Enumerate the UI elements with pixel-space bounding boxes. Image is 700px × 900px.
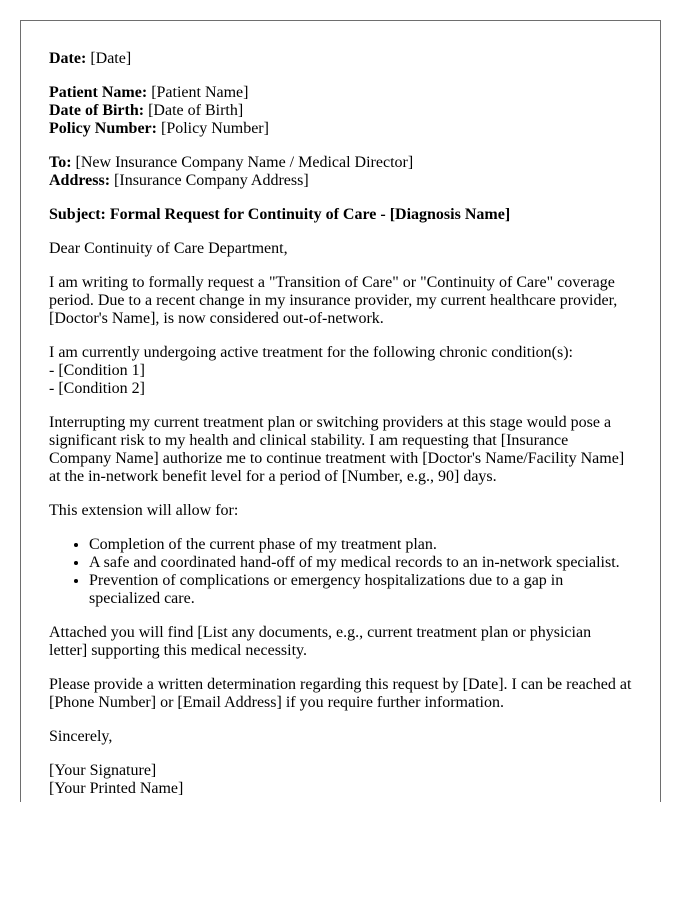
date-value: [Date]: [90, 50, 132, 67]
patient-name-value: [Patient Name]: [151, 84, 249, 101]
date-label: Date:: [49, 50, 87, 67]
date-of-birth-line: [49, 102, 632, 120]
policy-number-line: [49, 120, 632, 138]
signature-placeholder: [Your Signature]: [49, 762, 157, 779]
risk-paragraph: Interrupting my current treatment plan or switching providers at this stage would pose a significant risk to my health and clinical stability. I am requesting that [Insurance Company Name] authorize me to continue treatment with [Doctor's Name/Facility Name] at the in-network benefit level for a period of [Number, e.g., 90] days.: [49, 414, 625, 485]
recipient-block: [49, 154, 632, 190]
patient-name-line: [49, 84, 632, 102]
list-item: • Prevention of complications or emergency hospitalizations due to a gap in specialized care.: [89, 572, 632, 608]
to-line: [49, 154, 632, 172]
salutation: Dear Continuity of Care Department,: [49, 240, 288, 257]
benefits-list: [49, 536, 632, 608]
extension-intro: This extension will allow for:: [49, 502, 239, 519]
treatment-intro: I am currently undergoing active treatment for the following chronic condition(s):: [49, 344, 573, 361]
address-line: [49, 172, 632, 190]
address-label: Address:: [49, 172, 111, 189]
address-value: [Insurance Company Address]: [114, 172, 309, 189]
printed-name-placeholder: [Your Printed Name]: [49, 780, 184, 797]
attached-paragraph: Attached you will find [List any documents, e.g., current treatment plan or physician letter] supporting this medical necessity.: [49, 624, 592, 659]
condition-2: - [Condition 2]: [49, 380, 145, 397]
policy-number-label: Policy Number:: [49, 120, 157, 137]
subject-text: Subject: Formal Request for Continuity of Care - [Diagnosis Name]: [49, 206, 511, 223]
to-value: [New Insurance Company Name / Medical Director]: [75, 154, 414, 171]
policy-number-value: [Policy Number]: [160, 120, 269, 137]
patient-name-label: Patient Name:: [49, 84, 148, 101]
list-item: • Completion of the current phase of my treatment plan.: [89, 536, 632, 554]
conditions-block: [49, 344, 632, 398]
signature-block: [49, 762, 632, 798]
subject-line: [49, 206, 632, 224]
list-item: • A safe and coordinated hand-off of my medical records to an in-network specialist.: [89, 554, 632, 572]
date-of-birth-value: [Date of Birth]: [148, 102, 244, 119]
date-of-birth-label: Date of Birth:: [49, 102, 145, 119]
intro-paragraph: I am writing to formally request a "Transition of Care" or "Continuity of Care" coverage period. Due to a recent change in my insurance provider, my current healthcare provider, [Doctor's Name], is now considered out-of-network.: [49, 274, 618, 327]
closing-sincerely: Sincerely,: [49, 728, 113, 745]
date-line: [49, 50, 632, 68]
patient-info-block: [49, 84, 632, 138]
letter-document: [20, 20, 661, 802]
condition-1: - [Condition 1]: [49, 362, 145, 379]
determination-paragraph: Please provide a written determination regarding this request by [Date]. I can be reached at [Phone Number] or [Email Address] if you require further information.: [49, 676, 632, 711]
to-label: To:: [49, 154, 72, 171]
